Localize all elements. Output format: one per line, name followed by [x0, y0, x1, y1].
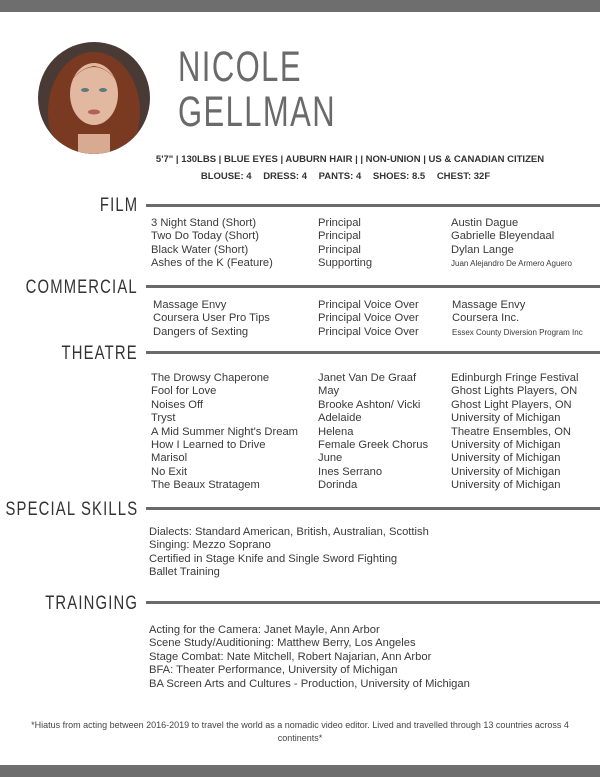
section-heading-theatre: THEATRE	[61, 343, 138, 364]
theatre-venues	[451, 372, 578, 493]
film-director: Dylan Lange	[451, 243, 514, 256]
theatre-title: Marisol	[151, 452, 188, 465]
film-role: Principal	[318, 230, 361, 243]
theatre-venue: University of Michigan	[451, 452, 561, 465]
measurement-chest: CHEST: 32F	[436, 171, 491, 182]
film-role: Supporting	[318, 257, 373, 270]
theatre-role: Ines Serrano	[318, 465, 383, 478]
theatre-venue: Ghost Lights Players, ON	[451, 385, 578, 398]
film-title: Black Water (Short)	[151, 243, 249, 256]
section-heading-film: FILM	[99, 195, 138, 216]
commercial-client: Essex County Diversion Program Inc	[452, 327, 583, 337]
commercial-client: Massage Envy	[452, 299, 526, 311]
film-director: Austin Dague	[451, 217, 519, 229]
first-name: NICOLE	[178, 43, 302, 91]
training-item: Acting for the Camera: Janet Mayle, Ann Arbor	[149, 624, 380, 636]
measurement-blouse: BLOUSE: 4	[200, 171, 252, 182]
training-item: BA Screen Arts and Cultures - Production, University of Michigan	[149, 677, 470, 690]
section-rule-film	[146, 204, 600, 207]
theatre-venue: University of Michigan	[451, 479, 561, 492]
theatre-role: Female Greek Chorus	[318, 438, 429, 451]
commercial-title: Dangers of Sexting	[153, 325, 249, 338]
skill-item: Dialects: Standard American, British, Australian, Scottish	[149, 526, 429, 538]
stats-line: 5'7" | 130LBS | BLUE EYES | AUBURN HAIR | | NON-UNION | US & CANADIAN CITIZEN	[155, 154, 545, 165]
section-heading-training: TRAINGING	[45, 593, 138, 614]
film-title: Two Do Today (Short)	[151, 230, 259, 243]
section-heading-commercial: COMMERCIAL	[25, 277, 138, 298]
film-director: Gabrielle Bleyendaal	[451, 230, 555, 243]
theatre-title: Tryst	[151, 412, 176, 425]
film-titles	[151, 217, 273, 271]
theatre-venue: Ghost Light Players, ON	[451, 398, 572, 411]
film-role: Principal	[318, 217, 361, 229]
measurements-line	[90, 171, 600, 182]
section-rule-commercial	[146, 285, 600, 288]
theatre-role: Adelaide	[318, 412, 362, 425]
commercial-title: Coursera User Pro Tips	[153, 312, 270, 325]
theatre-role: June	[318, 452, 343, 465]
film-roles	[318, 217, 372, 271]
skill-item: Singing: Mezzo Soprano	[149, 539, 271, 552]
measurement-shoes: SHOES: 8.5	[372, 171, 426, 182]
theatre-title: How I Learned to Drive	[151, 438, 266, 451]
theatre-venue: University of Michigan	[451, 465, 561, 478]
commercial-client: Coursera Inc.	[452, 312, 520, 325]
commercial-role: Principal Voice Over	[318, 325, 419, 338]
training-list	[149, 624, 470, 691]
section-rule-special-skills	[146, 507, 600, 510]
theatre-title: Fool for Love	[151, 385, 217, 398]
last-name: GELLMAN	[178, 88, 337, 136]
hiatus-footnote: *Hiatus from acting between 2016-2019 to travel the world as a nomadic video editor. Lived and travelled through 13 countries across 4 continents*	[31, 720, 569, 743]
commercial-role: Principal Voice Over	[318, 312, 419, 325]
training-item: BFA: Theater Performance, University of Michigan	[149, 664, 398, 677]
theatre-venue: Edinburgh Fringe Festival	[451, 372, 579, 384]
theatre-title: The Beaux Stratagem	[151, 479, 260, 492]
theatre-title: A Mid Summer Night's Dream	[151, 425, 298, 438]
film-title: 3 Night Stand (Short)	[151, 217, 257, 229]
skill-item: Ballet Training	[149, 566, 220, 579]
commercial-title: Massage Envy	[153, 299, 227, 311]
commercial-roles	[318, 299, 419, 339]
section-rule-training	[146, 601, 600, 604]
theatre-role: Brooke Ashton/ Vicki	[318, 398, 421, 411]
section-heading-special-skills: SPECIAL SKILLS	[5, 499, 138, 520]
theatre-venue: Theatre Ensembles, ON	[451, 425, 572, 438]
theatre-title: Noises Off	[151, 398, 204, 411]
theatre-role: Janet Van De Graaf	[318, 372, 417, 384]
training-item: Stage Combat: Nate Mitchell, Robert Najarian, Ann Arbor	[149, 650, 432, 663]
bottom-border-band	[0, 765, 600, 777]
theatre-venue: University of Michigan	[451, 412, 561, 425]
theatre-role: Dorinda	[318, 479, 358, 492]
top-border-band	[0, 0, 600, 12]
theatre-title: No Exit	[151, 465, 188, 478]
skill-item: Certified in Stage Knife and Single Sword Fighting	[149, 552, 398, 565]
theatre-title: The Drowsy Chaperone	[151, 372, 270, 384]
film-role: Principal	[318, 243, 361, 256]
theatre-venue: University of Michigan	[451, 438, 561, 451]
theatre-roles	[318, 372, 428, 493]
film-title: Ashes of the K (Feature)	[151, 257, 273, 270]
special-skills-list	[149, 526, 429, 580]
section-rule-theatre	[146, 351, 600, 354]
commercial-role: Principal Voice Over	[318, 299, 419, 311]
film-directors	[451, 217, 572, 271]
measurement-dress: DRESS: 4	[263, 171, 308, 182]
training-item: Scene Study/Auditioning: Matthew Berry, Los Angeles	[149, 637, 416, 650]
measurement-pants: PANTS: 4	[318, 171, 362, 182]
theatre-role: May	[318, 385, 340, 398]
film-director: Juan Alejandro De Armero Aguero	[451, 259, 572, 269]
commercial-titles	[153, 299, 270, 339]
headshot-photo	[38, 42, 150, 154]
theatre-role: Helena	[318, 425, 354, 438]
theatre-titles	[151, 372, 298, 493]
commercial-clients	[452, 299, 583, 339]
